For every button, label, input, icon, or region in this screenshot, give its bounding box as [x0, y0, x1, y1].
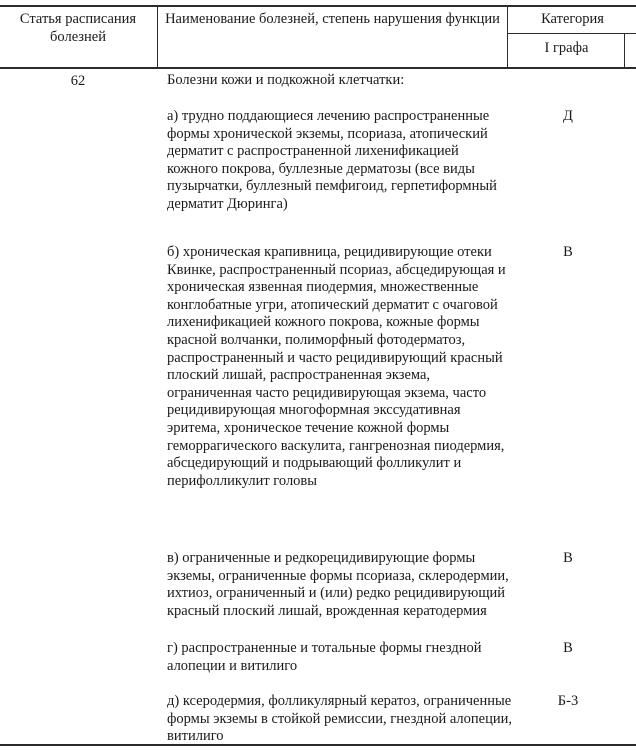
article-number: 62: [70, 73, 86, 89]
header-name-column: Наименование болезней, степень нарушения функции: [165, 11, 500, 27]
disease-item-text: в) ограниченные и редкорецидивирующие формы экземы, ограниченные формы псориаза, склеродермии, ихтиоз, ограниченный и (или) редко рецидивирующий красный плоский лишай, врожденная кератодермия: [167, 550, 509, 619]
fitness-category-value: Б-3: [557, 693, 579, 709]
disease-item-text: д) ксеродермия, фолликулярный кератоз, ограниченные формы экземы в стойкой ремиссии, гнездной алопеции, витилиго: [167, 693, 512, 745]
header-article-column: Статья расписания болезней: [19, 11, 137, 45]
article-title: Болезни кожи и подкожной клетчатки:: [167, 72, 405, 88]
header-category-column: Категория: [541, 11, 604, 27]
column-divider-category-right: [624, 33, 625, 67]
column-divider-article: [157, 5, 158, 67]
category-header-split: [507, 33, 636, 34]
disease-item-text: а) трудно поддающиеся лечению распространенные формы хронической экземы, псориаза, атопический дерматит с распространенной лихенификацией кожного покрова, буллезные дерматозы (все виды пузырчатки, буллезный пемфигоид, герпетиформный дерматит Дюринга): [167, 108, 497, 212]
header-category-subcolumn: I графа: [544, 40, 589, 56]
disease-item-text: б) хроническая крапивница, рецидивирующие отеки Квинке, распространенный псориаз, абсцедирующая и хроническая язвенная пиодермия, множественные конглобатные угри, атопический дерматит с очаговой лихенификацией кожного покрова, кожные формы красной волчанки, полиморфный фотодерматоз, распространенный и часто рецидивирующий красный плоский лишай, распространенная экзема, ограниченная часто рецидивирующая экзема, часто рецидивирующая многоформная экссудативная эритема, хроническое течение кожной формы геморрагического васкулита, гангренозная пиодермия, абсцедирующий и подрывающий фолликулит и перифолликулит головы: [167, 244, 506, 489]
table-body: [0, 68, 636, 744]
column-divider-name: [507, 5, 508, 67]
disease-item-text: г) распространенные и тотальные формы гнездной алопеции и витилиго: [167, 640, 482, 674]
table-top-border: [0, 5, 636, 7]
fitness-category-value: В: [563, 550, 573, 566]
fitness-category-value: Д: [563, 108, 573, 124]
fitness-category-value: В: [563, 244, 573, 260]
fitness-category-value: В: [563, 640, 573, 656]
